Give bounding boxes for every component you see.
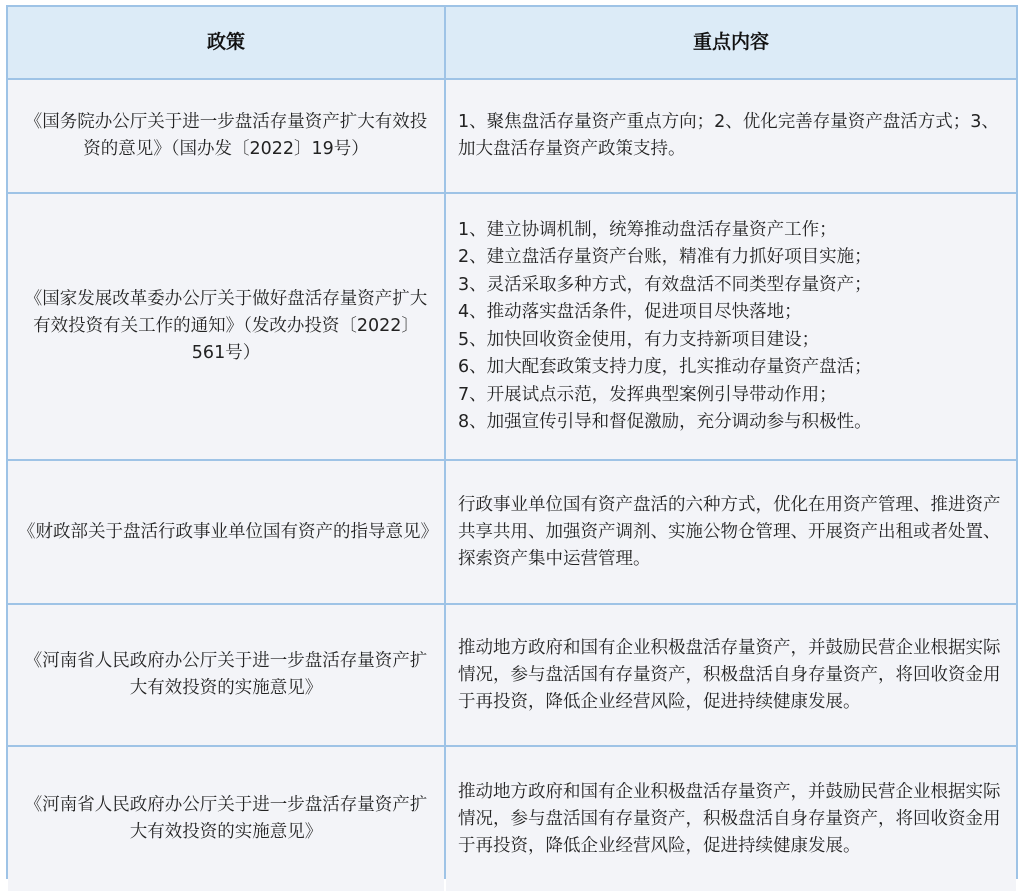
list-item: 3、灵活采取多种方式，有效盘活不同类型存量资产； bbox=[458, 274, 872, 295]
policy-cell: 《河南省人民政府办公厅关于进一步盘活存量资产扩大有效投资的实施意见》 bbox=[8, 747, 444, 891]
content-list bbox=[458, 217, 872, 437]
policy-cell: 《国家发展改革委办公厅关于做好盘活存量资产扩大有效投资有关工作的通知》（发改办投资〔2022〕561号） bbox=[8, 194, 444, 459]
policy-cell: 《国务院办公厅关于进一步盘活存量资产扩大有效投资的意见》（国办发〔2022〕19号） bbox=[8, 80, 444, 192]
policy-cell: 《财政部关于盘活行政事业单位国有资产的指导意见》 bbox=[8, 461, 444, 603]
content-cell: 1、聚焦盘活存量资产重点方向；2、优化完善存量资产盘活方式；3、加大盘活存量资产政策支持。 bbox=[446, 80, 1016, 192]
content-cell bbox=[446, 194, 1016, 459]
header-policy: 政策 bbox=[8, 7, 444, 78]
list-item: 1、建立协调机制，统筹推动盘活存量资产工作； bbox=[458, 219, 837, 240]
policy-cell: 《河南省人民政府办公厅关于进一步盘活存量资产扩大有效投资的实施意见》 bbox=[8, 605, 444, 745]
content-cell: 推动地方政府和国有企业积极盘活存量资产，并鼓励民营企业根据实际情况，参与盘活国有存量资产，积极盘活自身存量资产，将回收资金用于再投资，降低企业经营风险，促进持续健康发展。 bbox=[446, 605, 1016, 745]
list-item: 2、建立盘活存量资产台账，精准有力抓好项目实施； bbox=[458, 247, 872, 267]
list-item: 8、加强宣传引导和督促激励，充分调动参与积极性。 bbox=[458, 412, 872, 432]
content-cell: 行政事业单位国有资产盘活的六种方式，优化在用资产管理、推进资产共享共用、加强资产调剂、实施公物仓管理、开展资产出租或者处置、探索资产集中运营管理。 bbox=[446, 461, 1016, 603]
list-item: 4、推动落实盘活条件，促进项目尽快落地； bbox=[458, 302, 802, 322]
policy-table bbox=[6, 5, 1018, 879]
list-item: 7、开展试点示范，发挥典型案例引导带动作用； bbox=[458, 384, 837, 405]
list-item: 5、加快回收资金使用，有力支持新项目建设； bbox=[458, 329, 820, 350]
list-item: 6、加大配套政策支持力度，扎实推动存量资产盘活； bbox=[458, 357, 872, 377]
content-cell: 推动地方政府和国有企业积极盘活存量资产，并鼓励民营企业根据实际情况，参与盘活国有存量资产，积极盘活自身存量资产，将回收资金用于再投资，降低企业经营风险，促进持续健康发展。 bbox=[446, 747, 1016, 891]
header-key-content: 重点内容 bbox=[446, 7, 1016, 78]
